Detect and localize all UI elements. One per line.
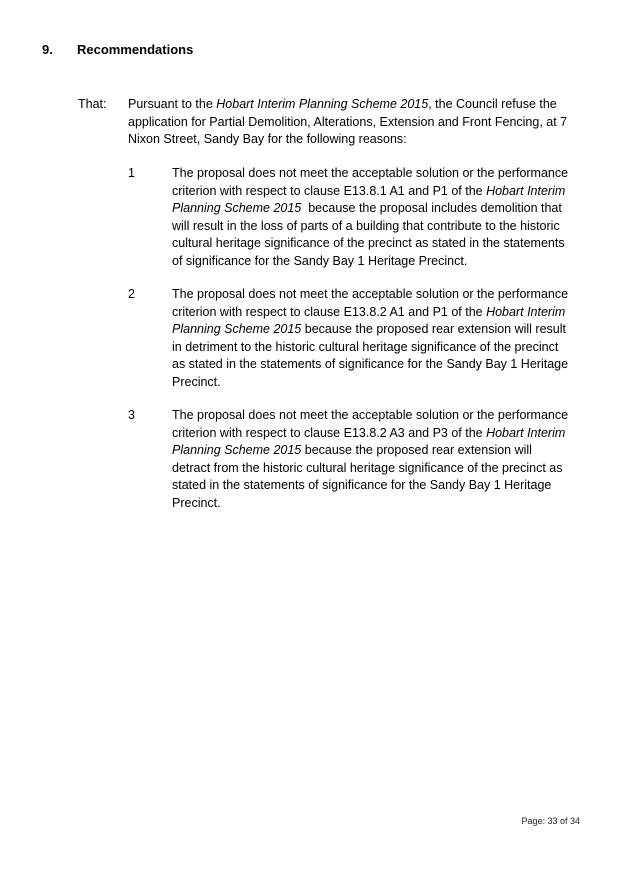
reason-text-after: because the proposed rear extension will result in detriment to the historic cultural heritage significance of the precinct as stated in the statements of significance for the Sandy Bay 1 Heritage Precinct. bbox=[172, 322, 569, 389]
reason-text-before: The proposal does not meet the acceptable solution or the performance criterion with respect to clause E13.8.1 A1 and P1 of the bbox=[172, 166, 569, 198]
reason-scheme-name: Hobart Interim Planning Scheme 2015 bbox=[172, 425, 566, 457]
section-number: 9. bbox=[42, 42, 53, 57]
reason-scheme-name: Hobart Interim Planning Scheme 2015 bbox=[172, 304, 566, 336]
reason-text bbox=[172, 165, 572, 270]
intro-scheme-name: Hobart Interim Planning Scheme 2015 bbox=[216, 97, 429, 111]
reason-text-before: The proposal does not meet the acceptable solution or the performance criterion with respect to clause E13.8.2 A3 and P3 of the bbox=[172, 408, 569, 440]
page-number: Page: 33 of 34 bbox=[521, 816, 580, 826]
reason-scheme-name: Hobart Interim Planning Scheme 2015 bbox=[172, 183, 566, 215]
reason-number: 3 bbox=[128, 408, 135, 422]
section-title: Recommendations bbox=[77, 42, 194, 57]
reason-number: 1 bbox=[128, 166, 135, 180]
intro-label: That: bbox=[78, 97, 107, 111]
reason-number: 2 bbox=[128, 287, 135, 301]
reason-text-after: because the proposal includes demolition that will result in the loss of parts of a building that contribute to the historic cultural heritage significance of the precinct as stated in the statements of significance for the Sandy Bay 1 Heritage Precinct. bbox=[172, 201, 569, 268]
intro-paragraph bbox=[128, 96, 573, 149]
reason-text bbox=[172, 286, 572, 391]
reason-text-before: The proposal does not meet the acceptable solution or the performance criterion with respect to clause E13.8.2 A1 and P1 of the bbox=[172, 287, 569, 319]
reason-text-after: because the proposed rear extension will detract from the historic cultural heritage significance of the precinct as stated in the statements of significance for the Sandy Bay 1 Heritage Precinct. bbox=[172, 443, 563, 510]
reason-text bbox=[172, 407, 572, 512]
intro-text-before: Pursuant to the bbox=[128, 97, 217, 111]
intro-text-after: , the Council refuse the application for Partial Demolition, Alterations, Extension and Front Fencing, at 7 Nixon Street, Sandy Bay for the following reasons: bbox=[128, 97, 568, 146]
